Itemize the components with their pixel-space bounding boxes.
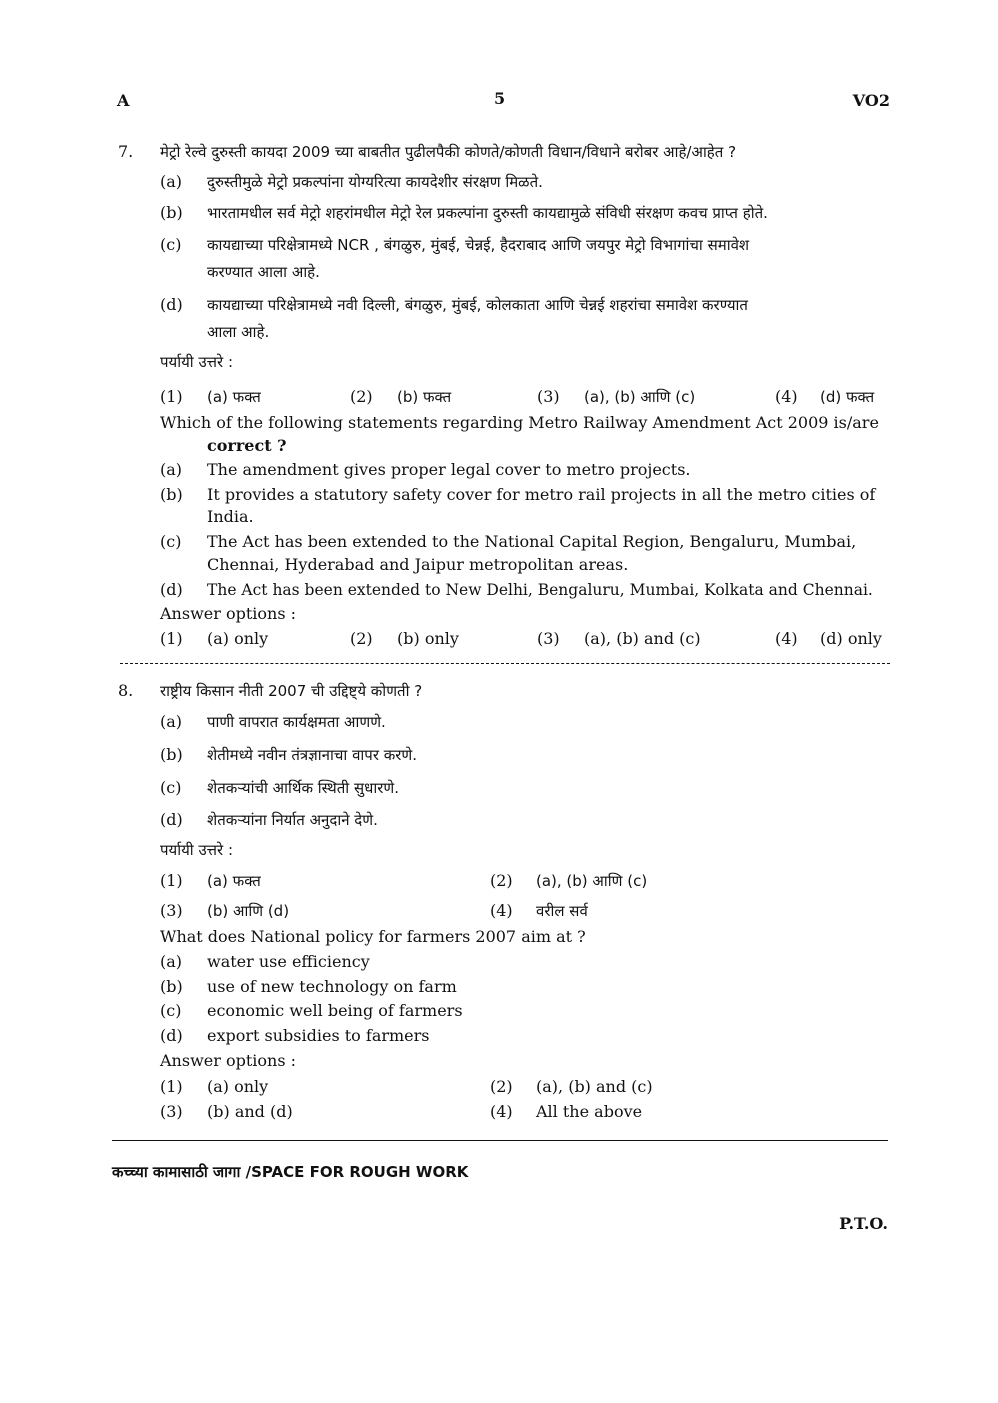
statement-text: economic well being of farmers [207,1001,463,1020]
option-number: (2) [350,629,373,648]
option-text: (b) and (d) [207,1102,293,1121]
option-text: (b) only [397,629,459,648]
statement-text: शेतकऱ्यांना निर्यात अनुदाने देणे. [207,811,378,829]
option-text: (a) फक्त [207,872,261,890]
option-number: (4) [490,1102,513,1121]
statement-text: दुरुस्तीमुळे मेट्रो प्रकल्पांना योग्यरित्या कायदेशीर संरक्षण मिळते. [207,173,543,191]
statement-label: (b) [160,745,183,764]
statement-text: The amendment gives proper legal cover to metro projects. [207,460,691,479]
option-text: (b) आणि (d) [207,902,290,920]
statement-text: The Act has been extended to the National Capital Region, Bengaluru, Mumbai, [207,532,857,551]
page-number: 5 [494,89,506,108]
option-number: (4) [775,387,798,406]
question-text-en: What does National policy for farmers 2007 aim at ? [160,927,586,946]
answer-options-label: Answer options : [160,1051,297,1070]
option-number: (1) [160,629,183,648]
statement-text: The Act has been extended to New Delhi, Bengaluru, Mumbai, Kolkata and Chennai. [207,581,873,599]
statement-text: पाणी वापरात कार्यक्षमता आणणे. [207,713,386,731]
statement-label: (b) [160,977,183,996]
statement-label: (c) [160,778,182,797]
option-number: (4) [490,901,513,920]
statement-label: (a) [160,952,183,971]
statement-text: कायद्याच्या परिक्षेत्रामध्ये नवी दिल्ली, बंगळुरु, मुंबई, कोलकाता आणि चेन्नई शहरांचा समावेश करण्यात [207,296,748,314]
question-number: 8. [118,681,134,700]
option-number: (4) [775,629,798,648]
question-divider [120,663,890,664]
option-text: (a), (b) and (c) [536,1077,653,1096]
statement-label: (a) [160,712,183,731]
option-number: (3) [537,629,560,648]
question-text-mr: मेट्रो रेल्वे दुरुस्ती कायदा 2009 च्या बाबतीत पुढीलपैकी कोणते/कोणती विधान/विधाने बरोबर आहे/आहेत ? [160,143,737,161]
pto-label: P.T.O. [839,1214,888,1233]
question-number: 7. [118,142,134,161]
option-text: (a) only [207,1077,269,1096]
option-text: (b) फक्त [397,388,452,406]
statement-label: (b) [160,485,183,504]
option-number: (1) [160,387,183,406]
section-divider [112,1140,888,1141]
answer-options-label: Answer options : [160,604,297,623]
option-number: (3) [537,387,560,406]
statement-text: water use efficiency [207,952,370,971]
statement-label: (c) [160,532,182,551]
statement-label: (c) [160,1001,182,1020]
option-text: All the above [536,1102,643,1121]
option-number: (2) [350,387,373,406]
option-number: (3) [160,1102,183,1121]
statement-text: कायद्याच्या परिक्षेत्रामध्ये NCR , बंगळुरु, मुंबई, चेन्नई, हैदराबाद आणि जयपुर मेट्रो विभागांचा समावेश [207,236,750,254]
option-text: (a), (b) and (c) [584,629,701,648]
statement-text: export subsidies to farmers [207,1026,430,1045]
option-number: (3) [160,901,183,920]
statement-text: It provides a statutory safety cover for metro rail projects in all the metro cities of [207,485,876,504]
option-text: वरील सर्व [536,902,588,920]
rough-work-label: कच्च्या कामासाठी जागा /SPACE FOR ROUGH WORK [112,1163,469,1181]
option-text: (a), (b) आणि (c) [536,872,648,890]
paper-code: VO2 [852,91,890,110]
statement-label: (d) [160,810,183,829]
answer-options-label: पर्यायी उत्तरे : [160,841,234,859]
option-number: (1) [160,1077,183,1096]
statement-text: शेतीमध्ये नवीन तंत्रज्ञानाचा वापर करणे. [207,746,417,764]
option-text: (a), (b) आणि (c) [584,388,696,406]
statement-text: Chennai, Hyderabad and Jaipur metropolitan areas. [207,555,629,574]
statement-text: आला आहे. [207,323,270,341]
statement-text: भारतामधील सर्व मेट्रो शहरांमधील मेट्रो रेल प्रकल्पांना दुरुस्ती कायद्यामुळे संविधी संरक्षण कवच प्राप्त होते. [207,204,768,222]
option-text: (d) फक्त [820,388,875,406]
option-number: (1) [160,871,183,890]
question-text-en: Which of the following statements regarding Metro Railway Amendment Act 2009 is/are [160,413,879,432]
answer-options-label: पर्यायी उत्तरे : [160,353,234,371]
question-text-mr: राष्ट्रीय किसान नीती 2007 ची उद्दिष्ट्ये कोणती ? [160,682,423,700]
option-text: (a) फक्त [207,388,261,406]
statement-label: (a) [160,172,183,191]
statement-label: (d) [160,295,183,314]
option-text: (a) only [207,629,269,648]
statement-label: (d) [160,1026,183,1045]
statement-text: करण्यात आला आहे. [207,263,320,281]
option-number: (2) [490,1077,513,1096]
statement-text: India. [207,507,254,526]
option-number: (2) [490,871,513,890]
statement-text: use of new technology on farm [207,977,457,996]
question-text-en: correct ? [207,436,287,455]
statement-text: शेतकऱ्यांची आर्थिक स्थिती सुधारणे. [207,779,399,797]
statement-label: (d) [160,580,183,599]
series-label: A [117,91,130,110]
statement-label: (a) [160,460,183,479]
statement-label: (c) [160,235,182,254]
option-text: (d) only [820,629,882,648]
statement-label: (b) [160,203,183,222]
